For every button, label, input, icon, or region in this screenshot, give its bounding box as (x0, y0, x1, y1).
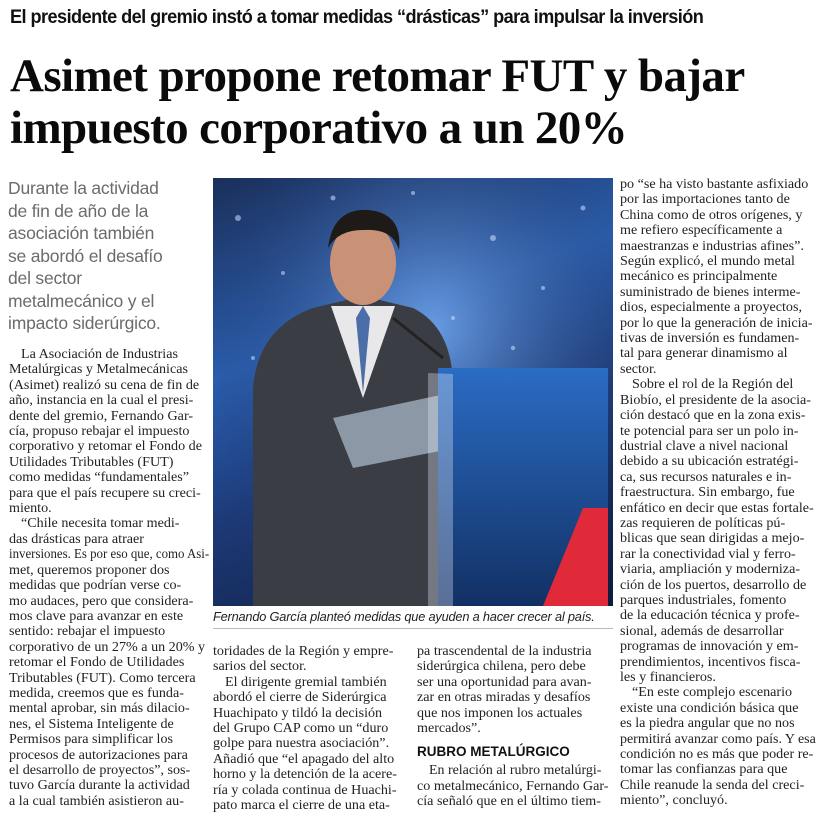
text-line: corporativo de un 27% a un 20% y (9, 638, 206, 655)
text-line: Utilidades Tributables (FUT) (9, 453, 174, 470)
article-column-2 (213, 644, 408, 813)
text-line: del Grupo CAP como un “duro (213, 720, 389, 737)
text-line: sector. (620, 360, 657, 377)
text-line: rar la conectividad vial y ferro- (620, 545, 796, 562)
text-line: blicas que sean dirigidas a mejo- (620, 530, 805, 547)
text-line: toridades de la Región y empre- (213, 643, 394, 659)
headline-line-1: Asimet propone retomar FUT y bajar (10, 50, 745, 102)
lead-line: asociación también (8, 223, 155, 243)
text-line: suministrado de bienes interme- (620, 283, 801, 300)
text-line: como medidas “fundamentales” (9, 469, 190, 486)
text-line: mo audaces, pero que considera- (9, 592, 194, 609)
text-line: po “se ha visto bastante asfixiado (620, 176, 809, 192)
text-line: a la cual también asistieron au- (9, 792, 184, 809)
article-lead (8, 177, 206, 335)
text-line: Tributables (FUT). Como tercera (9, 669, 196, 686)
text-line: zar en otras miradas y desafíos (417, 689, 591, 706)
text-line: permitirá avanzar como país. Y esa (620, 730, 816, 747)
lead-line: Durante la actividad (8, 178, 159, 198)
text-line: Metalúrgicas y Metalmecánicas (9, 361, 188, 378)
text-line: “Chile necesita tomar medi- (21, 515, 180, 532)
text-line: por las importaciones tanto de (620, 191, 790, 208)
text-line: ca, sus recursos naturales e in- (620, 468, 792, 485)
article-headline (10, 50, 815, 154)
text-line: cía señaló que en el último tiem- (417, 793, 601, 810)
text-line: sarios del sector. (213, 658, 307, 675)
text-line: procesos de autorizaciones para (9, 746, 188, 763)
text-line: abordó el cierre de Siderúrgica (213, 689, 387, 706)
text-line: maestranzas e industrias afines”. (620, 237, 804, 254)
text-line: debido a su ubicación estratégi- (620, 453, 799, 470)
text-line: les y financieros. (620, 669, 716, 685)
article-column-4 (620, 177, 816, 809)
article-column-1 (9, 347, 209, 809)
text-line: El dirigente gremial también (225, 673, 387, 690)
text-line: ción destacó que en la zona exis- (620, 407, 806, 424)
text-line: fraestructura. Sin embargo, fue (620, 484, 795, 501)
text-line: retomar el Fondo de Utilidades (9, 654, 185, 671)
article-kicker: El presidente del gremio instó a tomar medidas “drásticas” para impulsar la inversión (10, 6, 704, 28)
text-line: mecánico es principalmente (620, 268, 778, 285)
text-line: es la piedra angular que no nos (620, 715, 795, 732)
text-line: ría y colada continua de Huachi- (213, 781, 397, 798)
text-line: mercados”. (417, 720, 481, 737)
text-line: por lo que la generación de inicia- (620, 314, 813, 331)
text-line: ción de los puertos, desarrollo de (620, 576, 807, 593)
text-line: golpe para nuestra asociación”. (213, 735, 390, 752)
text-line: existe una condición básica que (620, 699, 799, 716)
text-line: das drásticas para atraer (9, 530, 144, 547)
text-line: ser una oportunidad para avan- (417, 673, 592, 690)
text-line: dios, especialmente a proyectos, (620, 299, 802, 316)
text-line: Añadió que “el apagado del alto (213, 750, 395, 767)
text-line: “En este complejo escenario (632, 684, 793, 701)
text-line: medida, creemos que es funda- (9, 684, 184, 701)
text-line: miento. (9, 500, 52, 517)
text-line: para que el país recupere su creci- (9, 484, 201, 501)
article-column-3 (417, 644, 613, 810)
text-line: sentido: rebajar el impuesto (9, 623, 166, 640)
text-line: nes, el Sistema Inteligente de (9, 715, 174, 732)
text-line: Según explicó, el mundo metal (620, 253, 795, 270)
caption-divider (213, 628, 613, 629)
text-line: miento”, concluyó. (620, 792, 728, 809)
text-line: prendimientos, incentivos fisca- (620, 653, 801, 670)
text-line: Sobre el rol de la Región del (632, 376, 794, 393)
article-photo (213, 178, 613, 606)
headline-line-2: impuesto corporativo a un 20% (10, 102, 628, 154)
lead-line: de fin de año de la (8, 200, 149, 221)
text-line: tuvo García durante la actividad (9, 777, 190, 794)
text-line: (Asimet) realizó su cena de fin de (9, 376, 200, 393)
text-line: La Asociación de Industrias (21, 346, 178, 362)
column-3-text-b (417, 763, 613, 809)
text-line: te potencial para ser un polo in- (620, 422, 799, 439)
text-line: inversiones. Es por eso que, como Asi- (9, 546, 210, 563)
text-line: dustrial clave a nivel nacional (620, 437, 789, 454)
text-line: sional, además de desarrollar (620, 622, 784, 639)
text-line: tomar las confianzas para que (620, 761, 788, 778)
column-3-text-a (417, 644, 613, 736)
text-line: zas requieren de políticas pú- (620, 514, 786, 531)
text-line: En relación al rubro metalúrgi- (429, 762, 602, 779)
text-line: siderúrgica chilena, pero debe (417, 658, 586, 675)
text-line: Huachipato y tildó la decisión (213, 704, 383, 721)
photo-illustration (213, 178, 613, 606)
text-line: mental aprobar, sin más dilacio- (9, 700, 190, 717)
text-line: que nos imponen los actuales (417, 704, 583, 721)
text-line: China como de otros orígenes, y (620, 206, 803, 223)
photo-caption: Fernando García planteó medidas que ayuden a hacer crecer al país. (213, 609, 595, 624)
lead-line: impacto siderúrgico. (8, 313, 161, 333)
text-line: mos clave para avanzar en este (9, 607, 184, 624)
text-line: horno y la detención de la acere- (213, 766, 397, 783)
text-line: corporativo y retomar el Fondo de (9, 438, 202, 455)
text-line: medidas que podrían verse co- (9, 577, 182, 594)
text-line: tivas de inversión es fundamen- (620, 330, 800, 347)
text-line: enfático en decir que estas fortale- (620, 499, 814, 516)
lead-line: se abordó el desafío (8, 245, 163, 266)
text-line: el desarrollo de proyectos”, sos- (9, 761, 191, 778)
text-line: Chile reanude la senda del creci- (620, 776, 805, 793)
text-line: viaria, ampliación y moderniza- (620, 561, 801, 578)
text-line: pa trascendental de la industria (417, 643, 592, 659)
text-line: met, queremos proponer dos (9, 561, 170, 578)
lead-line: del sector (8, 268, 82, 288)
text-line: parques industriales, fomento (620, 591, 787, 608)
text-line: condición no es más que poder re- (620, 746, 814, 763)
text-line: dente del gremio, Fernando Gar- (9, 407, 194, 424)
lead-line: metalmecánico y el (8, 290, 155, 311)
text-line: Biobío, el presidente de la asocia- (620, 391, 811, 408)
text-line: año, instancia en la cual el presi- (9, 392, 194, 409)
section-subhead: RUBRO METALÚRGICO (417, 744, 570, 760)
text-line: co metalmecánico, Fernando Gar- (417, 777, 609, 794)
text-line: me refiero específicamente a (620, 222, 783, 239)
text-line: cía, propuso rebajar el impuesto (9, 423, 190, 440)
text-line: Permisos para simplificar los (9, 731, 174, 748)
text-line: programas de innovación y em- (620, 638, 799, 655)
text-line: tal para generar dinamismo al (620, 345, 788, 362)
text-line: pato marca el cierre de una eta- (213, 797, 390, 814)
text-line: de la educación técnica y profe- (620, 607, 800, 624)
